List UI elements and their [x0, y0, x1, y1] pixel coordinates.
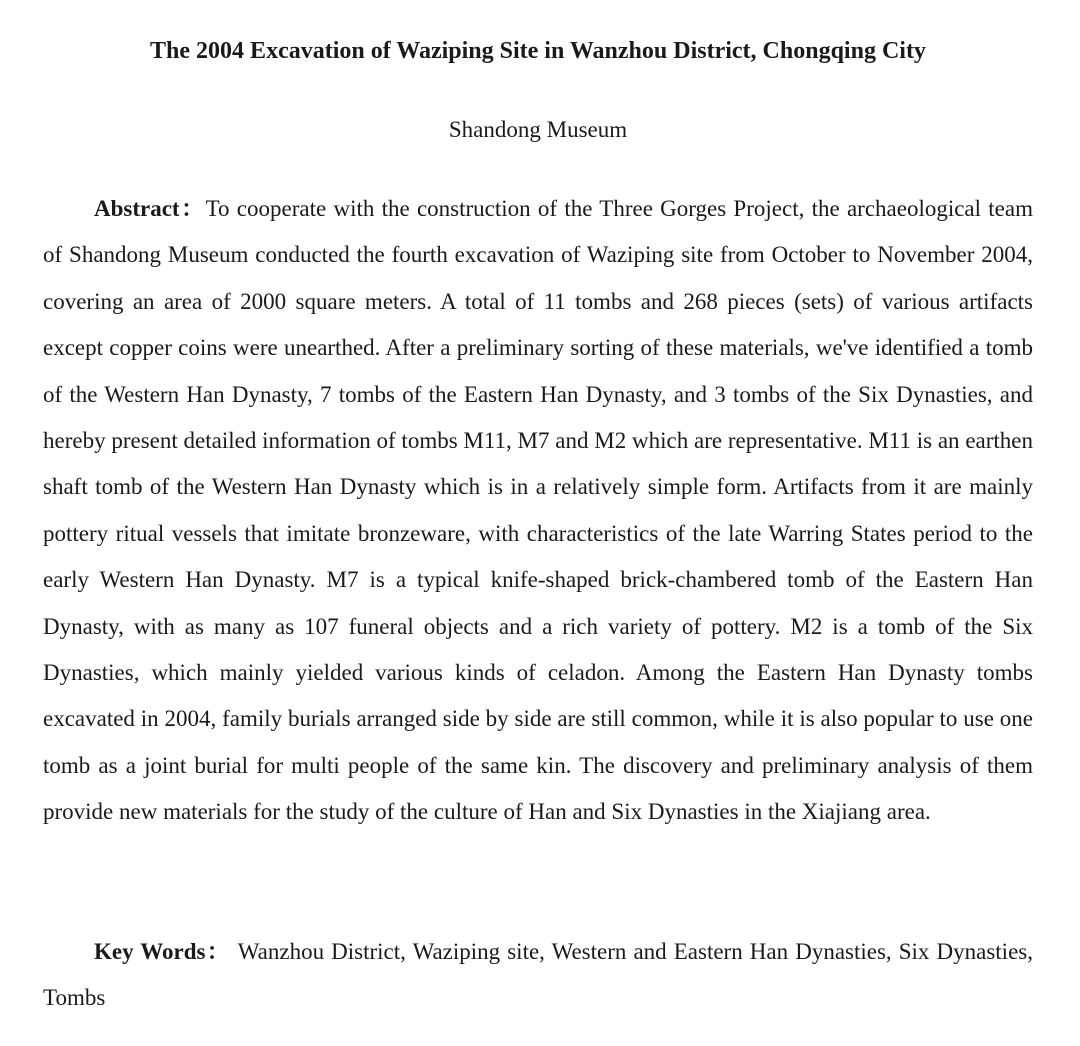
keywords-text: Wanzhou District, Waziping site, Western and Eastern Han Dynasties, Six Dynasties, Tombs	[43, 939, 1033, 1011]
keywords-paragraph	[43, 929, 1033, 1022]
keywords-label: Key Words：	[94, 939, 232, 964]
abstract-indent	[43, 196, 94, 221]
paper-title: The 2004 Excavation of Waziping Site in Wanzhou District, Chongqing City	[150, 38, 926, 64]
abstract-label: Abstract：	[94, 196, 206, 221]
keywords-indent	[43, 939, 94, 964]
paper-author: Shandong Museum	[448, 117, 628, 142]
abstract-paragraph	[43, 186, 1033, 836]
abstract-text: To cooperate with the construction of the Three Gorges Project, the archaeological team of Shandong Museum conducted the fourth excavation of Waziping site from October to November 2004, covering an area of 2000 square meters. A total of 11 tombs and 268 pieces (sets) of various artifacts except copper coins were unearthed. After a preliminary sorting of these materials, we've identified a tomb of the Western Han Dynasty, 7 tombs of the Eastern Han Dynasty, and 3 tombs of the Six Dynasties, and hereby present detailed information of tombs M11, M7 and M2 which are representative. M11 is an earthen shaft tomb of the Western Han Dynasty which is in a relatively simple form. Artifacts from it are mainly pottery ritual vessels that imitate bronzeware, with characteristics of the late Warring States period to the early Western Han Dynasty. M7 is a typical knife-shaped brick-chambered tomb of the Eastern Han Dynasty, with as many as 107 funeral objects and a rich variety of pottery. M2 is a tomb of the Six Dynasties, which mainly yielded various kinds of celadon. Among the Eastern Han Dynasty tombs excavated in 2004, family burials arranged side by side are still common, while it is also popular to use one tomb as a joint burial for multi people of the same kin. The discovery and preliminary analysis of them provide new materials for the study of the culture of Han and Six Dynasties in the Xiajiang area.	[43, 196, 1033, 825]
